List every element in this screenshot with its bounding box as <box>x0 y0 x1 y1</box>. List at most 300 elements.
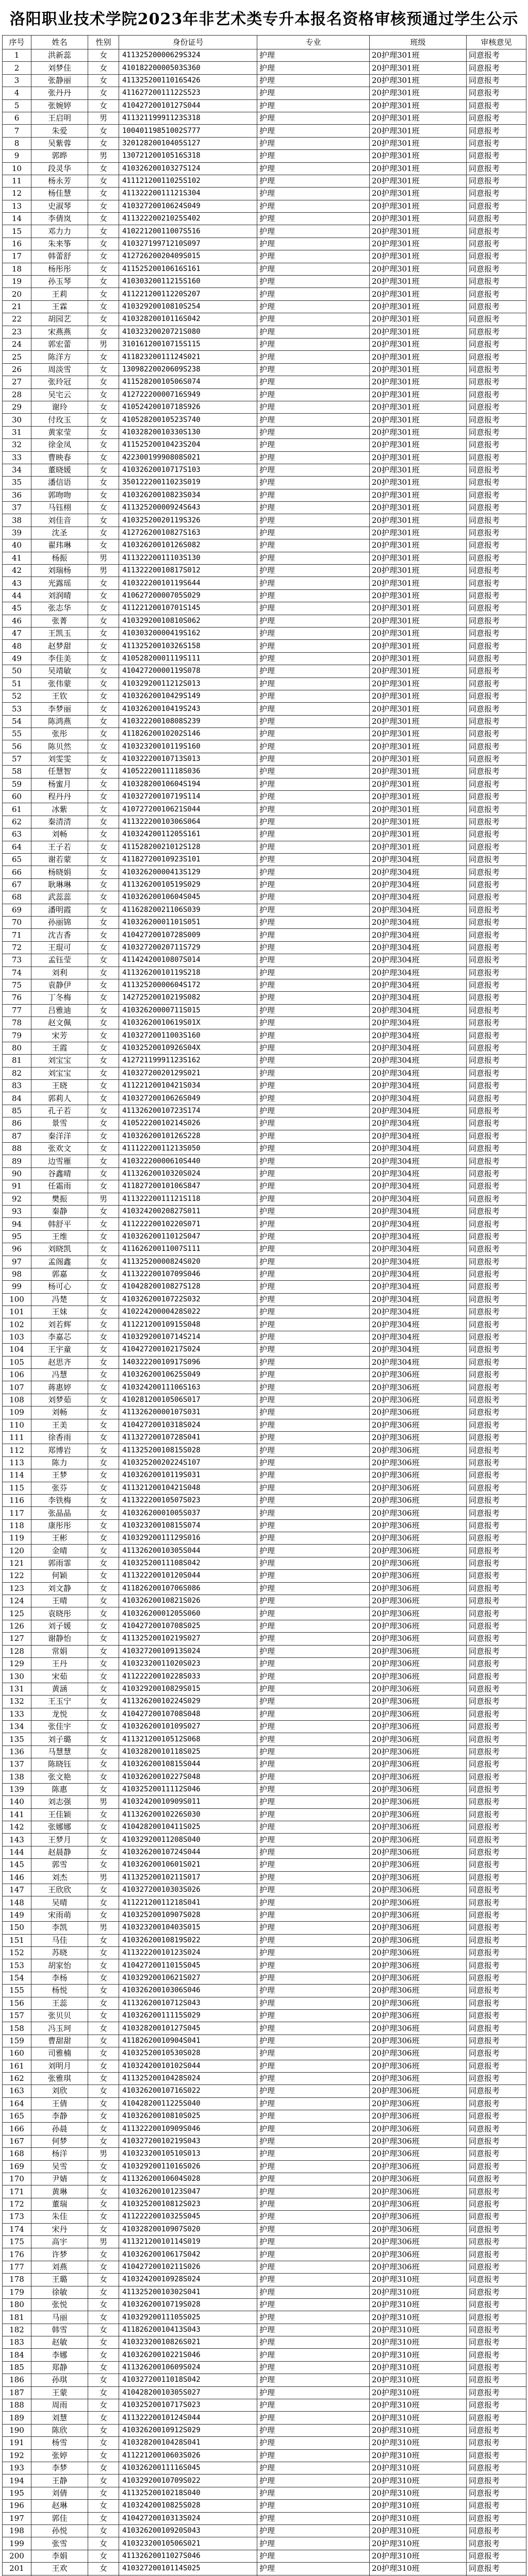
table-row <box>3 1256 526 1268</box>
cell-index: 111 <box>3 1431 31 1444</box>
cell-gender: 女 <box>88 2009 119 2022</box>
cell-major: 护理 <box>257 1180 370 1193</box>
cell-gender: 女 <box>88 1268 119 1280</box>
cell-index: 167 <box>3 2135 31 2147</box>
cell-index: 142 <box>3 1821 31 1834</box>
table-row <box>3 1180 526 1193</box>
cell-gender: 女 <box>88 1934 119 1946</box>
cell-review-result: 同意报考 <box>467 954 526 967</box>
cell-class: 20护理304班 <box>370 916 467 928</box>
table-row <box>3 1696 526 1708</box>
cell-gender: 女 <box>88 250 119 263</box>
cell-gender: 女 <box>88 2223 119 2235</box>
cell-name: 刘晓凯 <box>31 1243 88 1256</box>
cell-gender: 女 <box>88 1783 119 1795</box>
cell-id-number: 41132520010218S040 <box>119 2487 257 2499</box>
cell-id-number: 41162820021106S039 <box>119 904 257 916</box>
cell-class: 20护理301班 <box>370 753 467 765</box>
cell-id-number: 35012220011023S019 <box>119 477 257 489</box>
table-row <box>3 2235 526 2248</box>
cell-review-result: 同意报考 <box>467 87 526 99</box>
cell-id-number: 41032920010810S062 <box>119 615 257 627</box>
cell-major: 护理 <box>257 2261 370 2273</box>
cell-class: 20护理304班 <box>370 1344 467 1356</box>
cell-gender: 女 <box>88 1180 119 1193</box>
table-row <box>3 866 526 878</box>
cell-index: 78 <box>3 1017 31 1029</box>
cell-name: 杨振 <box>31 552 88 564</box>
cell-class: 20护理301班 <box>370 414 467 426</box>
cell-major: 护理 <box>257 1293 370 1306</box>
cell-class: 20护理304班 <box>370 1205 467 1217</box>
table-row <box>3 1607 526 1620</box>
cell-review-result: 同意报考 <box>467 1130 526 1142</box>
cell-name: 赵琳 <box>31 2500 88 2512</box>
cell-review-result: 同意报考 <box>467 615 526 627</box>
cell-name: 李梦丽 <box>31 703 88 715</box>
cell-class: 20护理310班 <box>370 2386 467 2399</box>
table-row <box>3 426 526 438</box>
cell-id-number: 41032920011212S013 <box>119 677 257 690</box>
table-row <box>3 1582 526 1595</box>
cell-id-number: 41032620010604S045 <box>119 891 257 904</box>
cell-review-result: 同意报考 <box>467 2072 526 2084</box>
cell-class: 20护理304班 <box>370 1256 467 1268</box>
cell-gender: 女 <box>88 1469 119 1482</box>
cell-id-number: 41032620010722S032 <box>119 1293 257 1306</box>
cell-id-number: 41042720011015S045 <box>119 1959 257 1972</box>
cell-index: 8 <box>3 137 31 149</box>
cell-name: 耿琳琳 <box>31 878 88 891</box>
cell-major: 护理 <box>257 125 370 137</box>
cell-id-number: 41132520010815S028 <box>119 1444 257 1456</box>
cell-review-result: 同意报考 <box>467 1055 526 1067</box>
cell-index: 28 <box>3 388 31 401</box>
table-row <box>3 690 526 702</box>
cell-name: 杨可心 <box>31 1281 88 1293</box>
cell-id-number: 41032820010127S045 <box>119 2022 257 2035</box>
cell-index: 146 <box>3 1871 31 1884</box>
cell-gender: 女 <box>88 137 119 149</box>
cell-name: 王妹 <box>31 1306 88 1318</box>
cell-name: 张玲冠 <box>31 376 88 388</box>
cell-name: 王莉 <box>31 288 88 300</box>
cell-gender: 女 <box>88 2512 119 2524</box>
cell-gender: 男 <box>88 2148 119 2160</box>
table-row <box>3 1758 526 1771</box>
cell-index: 7 <box>3 125 31 137</box>
table-row <box>3 766 526 778</box>
cell-gender: 男 <box>88 1193 119 1205</box>
table-row <box>3 1959 526 1972</box>
cell-class: 20护理306班 <box>370 1670 467 1683</box>
cell-name: 王彬 <box>31 1532 88 1545</box>
cell-class: 20护理304班 <box>370 854 467 866</box>
cell-class: 20护理304班 <box>370 941 467 954</box>
cell-name: 冰紫 <box>31 803 88 816</box>
table-row <box>3 238 526 250</box>
cell-name: 宋芳 <box>31 1029 88 1042</box>
cell-id-number: 41132520010302S041 <box>119 2286 257 2298</box>
cell-class: 20护理306班 <box>370 1771 467 1783</box>
cell-review-result: 同意报考 <box>467 941 526 954</box>
table-row <box>3 652 526 665</box>
table-row <box>3 1595 526 1607</box>
cell-class: 20护理301班 <box>370 338 467 350</box>
cell-gender: 男 <box>88 565 119 577</box>
cell-major: 护理 <box>257 539 370 552</box>
cell-major: 护理 <box>257 2123 370 2135</box>
cell-id-number: 41132120010421S048 <box>119 1482 257 1494</box>
cell-major: 护理 <box>257 1431 370 1444</box>
cell-id-number: 41042820010411S025 <box>119 1821 257 1834</box>
cell-gender: 女 <box>88 1972 119 1984</box>
cell-major: 护理 <box>257 2563 370 2575</box>
cell-class: 20护理301班 <box>370 175 467 187</box>
cell-id-number: 41152520010423S204 <box>119 439 257 451</box>
table-row <box>3 1419 526 1431</box>
cell-index: 16 <box>3 238 31 250</box>
cell-review-result: 同意报考 <box>467 2336 526 2349</box>
cell-gender: 女 <box>88 753 119 765</box>
cell-major: 护理 <box>257 992 370 1004</box>
cell-name: 李娟 <box>31 2550 88 2562</box>
cell-class: 20护理301班 <box>370 602 467 615</box>
cell-id-number: 41132120010512S068 <box>119 1733 257 1745</box>
cell-class: 20护理301班 <box>370 690 467 702</box>
cell-index: 109 <box>3 1406 31 1419</box>
cell-review-result: 同意报考 <box>467 891 526 904</box>
cell-review-result: 同意报考 <box>467 753 526 765</box>
cell-major: 护理 <box>257 1972 370 1984</box>
cell-gender: 女 <box>88 1884 119 1896</box>
cell-review-result: 同意报考 <box>467 2211 526 2223</box>
cell-gender: 女 <box>88 1582 119 1595</box>
cell-index: 181 <box>3 2311 31 2324</box>
cell-gender: 女 <box>88 740 119 753</box>
cell-review-result: 同意报考 <box>467 2361 526 2374</box>
table-row <box>3 1004 526 1016</box>
cell-name: 郭莉人 <box>31 1092 88 1105</box>
cell-major: 护理 <box>257 2022 370 2035</box>
cell-class: 20护理306班 <box>370 2185 467 2198</box>
cell-gender: 女 <box>88 125 119 137</box>
cell-class: 20护理306班 <box>370 2035 467 2047</box>
cell-id-number: 41132620010519S029 <box>119 878 257 891</box>
table-row <box>3 2512 526 2524</box>
cell-name: 何颖 <box>31 1570 88 1582</box>
cell-index: 40 <box>3 539 31 552</box>
cell-name: 孙丽锦 <box>31 916 88 928</box>
cell-name: 陈鸿燕 <box>31 715 88 727</box>
cell-review-result: 同意报考 <box>467 2412 526 2424</box>
cell-name: 李嘉芯 <box>31 1331 88 1343</box>
cell-name: 秦清清 <box>31 816 88 828</box>
cell-index: 50 <box>3 665 31 677</box>
cell-index: 84 <box>3 1092 31 1105</box>
cell-review-result: 同意报考 <box>467 313 526 326</box>
cell-major: 护理 <box>257 238 370 250</box>
cell-major: 护理 <box>257 728 370 740</box>
cell-index: 135 <box>3 1733 31 1745</box>
cell-major: 护理 <box>257 502 370 514</box>
cell-class: 20护理306班 <box>370 2261 467 2273</box>
cell-major: 护理 <box>257 2198 370 2210</box>
cell-name: 刘欣 <box>31 2085 88 2097</box>
cell-id-number: 41032520010926S04X <box>119 1042 257 1054</box>
cell-name: 蒋惠婷 <box>31 1381 88 1394</box>
cell-index: 98 <box>3 1268 31 1280</box>
cell-review-result: 同意报考 <box>467 1381 526 1394</box>
cell-major: 护理 <box>257 49 370 62</box>
cell-index: 140 <box>3 1796 31 1808</box>
table-row <box>3 828 526 841</box>
cell-id-number: 41032620010601S021 <box>119 1859 257 1871</box>
cell-class: 20护理306班 <box>370 1821 467 1834</box>
cell-gender: 男 <box>88 1871 119 1884</box>
table-row <box>3 338 526 350</box>
cell-name: 刘畅 <box>31 1406 88 1419</box>
table-row <box>3 1482 526 1494</box>
cell-index: 161 <box>3 2060 31 2072</box>
cell-name: 孟阁鑫 <box>31 1256 88 1268</box>
cell-gender: 女 <box>88 1557 119 1569</box>
cell-class: 20护理306班 <box>370 2110 467 2123</box>
cell-class: 20护理304班 <box>370 1117 467 1130</box>
table-row <box>3 313 526 326</box>
cell-name: 徐敏 <box>31 2286 88 2298</box>
cell-major: 护理 <box>257 1859 370 1871</box>
cell-major: 护理 <box>257 1645 370 1657</box>
cell-major: 护理 <box>257 1545 370 1557</box>
cell-index: 194 <box>3 2475 31 2487</box>
cell-index: 188 <box>3 2399 31 2412</box>
cell-id-number: 41032820010428S041 <box>119 2437 257 2449</box>
cell-gender: 女 <box>88 1859 119 1871</box>
cell-index: 22 <box>3 313 31 326</box>
cell-major: 护理 <box>257 1733 370 1745</box>
cell-name: 郭晔 <box>31 150 88 162</box>
cell-gender: 女 <box>88 238 119 250</box>
table-row <box>3 2135 526 2147</box>
cell-id-number: 41182620010202S146 <box>119 728 257 740</box>
cell-review-result: 同意报考 <box>467 665 526 677</box>
cell-major: 护理 <box>257 2211 370 2223</box>
cell-major: 护理 <box>257 916 370 928</box>
cell-class: 20护理301班 <box>370 502 467 514</box>
cell-class: 20护理301班 <box>370 477 467 489</box>
cell-gender: 女 <box>88 1545 119 1557</box>
cell-id-number: 41122120010701S145 <box>119 602 257 615</box>
cell-id-number: 41032920010714S214 <box>119 1331 257 1343</box>
cell-class: 20护理310班 <box>370 2437 467 2449</box>
cell-gender: 女 <box>88 2336 119 2349</box>
cell-review-result: 同意报考 <box>467 1431 526 1444</box>
cell-gender: 女 <box>88 2298 119 2311</box>
cell-id-number: 41042720010217S024 <box>119 1344 257 1356</box>
cell-name: 张悦 <box>31 2298 88 2311</box>
cell-gender: 女 <box>88 1456 119 1469</box>
cell-name: 何梦 <box>31 2135 88 2147</box>
table-row <box>3 137 526 149</box>
cell-index: 110 <box>3 1419 31 1431</box>
table-row <box>3 854 526 866</box>
cell-class: 20护理310班 <box>370 2524 467 2537</box>
cell-name: 郑博岩 <box>31 1444 88 1456</box>
cell-id-number: 41028120010506S017 <box>119 1394 257 1406</box>
cell-class: 20护理301班 <box>370 326 467 338</box>
table-row <box>3 451 526 464</box>
table-row <box>3 1318 526 1331</box>
cell-id-number: 41032520011108S042 <box>119 1557 257 1569</box>
cell-gender: 女 <box>88 213 119 225</box>
cell-index: 164 <box>3 2097 31 2110</box>
table-row <box>3 388 526 401</box>
cell-index: 100 <box>3 1293 31 1306</box>
table-row <box>3 1745 526 1758</box>
cell-index: 17 <box>3 250 31 263</box>
cell-id-number: 41042720010708S025 <box>119 1620 257 1632</box>
cell-name: 王璐 <box>31 2274 88 2286</box>
cell-name: 边雪雁 <box>31 1155 88 1167</box>
cell-id-number: 41272119991123S162 <box>119 1055 257 1067</box>
cell-class: 20护理301班 <box>370 514 467 527</box>
cell-major: 护理 <box>257 2475 370 2487</box>
cell-gender: 女 <box>88 2487 119 2499</box>
cell-major: 护理 <box>257 2412 370 2424</box>
cell-major: 护理 <box>257 1130 370 1142</box>
cell-review-result: 同意报考 <box>467 1758 526 1771</box>
cell-index: 20 <box>3 288 31 300</box>
cell-gender: 女 <box>88 703 119 715</box>
cell-class: 20护理306班 <box>370 1972 467 1984</box>
cell-index: 57 <box>3 753 31 765</box>
cell-class: 20护理304班 <box>370 1331 467 1343</box>
cell-review-result: 同意报考 <box>467 288 526 300</box>
cell-id-number: 41032620001101S051 <box>119 916 257 928</box>
cell-major: 护理 <box>257 1633 370 1645</box>
cell-index: 152 <box>3 1946 31 1959</box>
cell-name: 吴晴 <box>31 1896 88 1909</box>
cell-class: 20护理301班 <box>370 828 467 841</box>
cell-review-result: 同意报考 <box>467 2563 526 2575</box>
cell-class: 20护理306班 <box>370 1985 467 1997</box>
cell-index: 46 <box>3 615 31 627</box>
cell-name: 王维 <box>31 1230 88 1243</box>
cell-id-number: 41182620010413S043 <box>119 2324 257 2336</box>
cell-name: 孙晨 <box>31 2123 88 2135</box>
cell-class: 20护理301班 <box>370 225 467 238</box>
cell-gender: 女 <box>88 2123 119 2135</box>
cell-name: 马慧慧 <box>31 1745 88 1758</box>
cell-name: 张芬 <box>31 1482 88 1494</box>
table-row <box>3 1105 526 1117</box>
cell-class: 20护理301班 <box>370 589 467 602</box>
cell-index: 115 <box>3 1482 31 1494</box>
cell-major: 护理 <box>257 1783 370 1795</box>
cell-name: 赵梦甜 <box>31 640 88 652</box>
cell-review-result: 同意报考 <box>467 1545 526 1557</box>
cell-class: 20护理306班 <box>370 1545 467 1557</box>
cell-gender: 女 <box>88 1381 119 1394</box>
cell-id-number: 41032520010907S028 <box>119 1909 257 1921</box>
cell-index: 191 <box>3 2437 31 2449</box>
cell-gender: 女 <box>88 640 119 652</box>
cell-name: 杨永芳 <box>31 175 88 187</box>
cell-major: 护理 <box>257 2361 370 2374</box>
cell-review-result: 同意报考 <box>467 1230 526 1243</box>
cell-major: 护理 <box>257 514 370 527</box>
cell-major: 护理 <box>257 87 370 99</box>
cell-name: 张佳宇 <box>31 1720 88 1733</box>
cell-id-number: 41032720010303S026 <box>119 1884 257 1896</box>
cell-name: 李铁梅 <box>31 1494 88 1506</box>
table-row <box>3 1469 526 1482</box>
cell-major: 护理 <box>257 1105 370 1117</box>
table-row <box>3 1381 526 1394</box>
cell-review-result: 同意报考 <box>467 2173 526 2185</box>
cell-class: 20护理310班 <box>370 2349 467 2361</box>
cell-review-result: 同意报考 <box>467 1771 526 1783</box>
cell-major: 护理 <box>257 1871 370 1884</box>
cell-name: 孔子若 <box>31 1105 88 1117</box>
cell-major: 护理 <box>257 2035 370 2047</box>
cell-id-number: 41032620010429S149 <box>119 690 257 702</box>
cell-name: 郑静 <box>31 2361 88 2374</box>
cell-id-number: 41132220011103S130 <box>119 552 257 564</box>
header-class: 班级 <box>370 36 467 49</box>
cell-index: 79 <box>3 1029 31 1042</box>
cell-class: 20护理306班 <box>370 2160 467 2173</box>
table-row <box>3 1218 526 1230</box>
cell-major: 护理 <box>257 1344 370 1356</box>
cell-review-result: 同意报考 <box>467 1155 526 1167</box>
cell-id-number: 41032620010724S044 <box>119 1846 257 1858</box>
cell-index: 195 <box>3 2487 31 2499</box>
table-row <box>3 2449 526 2462</box>
cell-id-number: 41132620010224S029 <box>119 1696 257 1708</box>
cell-class: 20护理301班 <box>370 238 467 250</box>
cell-class: 20护理306班 <box>370 1431 467 1444</box>
cell-name: 苏晓 <box>31 1946 88 1959</box>
cell-review-result: 同意报考 <box>467 703 526 715</box>
cell-gender: 女 <box>88 1745 119 1758</box>
cell-class: 20护理306班 <box>370 1745 467 1758</box>
cell-name: 丁冬梅 <box>31 992 88 1004</box>
cell-name: 尹婧 <box>31 2173 88 2185</box>
cell-review-result: 同意报考 <box>467 74 526 87</box>
cell-name: 宋雨萌 <box>31 1909 88 1921</box>
cell-review-result: 同意报考 <box>467 2261 526 2273</box>
cell-name: 周淡雪 <box>31 363 88 376</box>
cell-name: 赵敏 <box>31 2336 88 2349</box>
cell-review-result: 同意报考 <box>467 2022 526 2035</box>
cell-gender: 女 <box>88 162 119 175</box>
cell-class: 20护理301班 <box>370 715 467 727</box>
cell-name: 谷鑫晴 <box>31 1167 88 1180</box>
cell-review-result: 同意报考 <box>467 715 526 727</box>
table-row <box>3 2085 526 2097</box>
cell-review-result: 同意报考 <box>467 1859 526 1871</box>
cell-name: 宋燕燕 <box>31 326 88 338</box>
cell-id-number: 41030320000419S162 <box>119 627 257 639</box>
cell-major: 护理 <box>257 225 370 238</box>
cell-id-number: 41132220021025S402 <box>119 213 257 225</box>
cell-class: 20护理306班 <box>370 1708 467 1720</box>
header-name: 姓名 <box>31 36 88 49</box>
cell-gender: 女 <box>88 175 119 187</box>
cell-class: 20护理301班 <box>370 539 467 552</box>
